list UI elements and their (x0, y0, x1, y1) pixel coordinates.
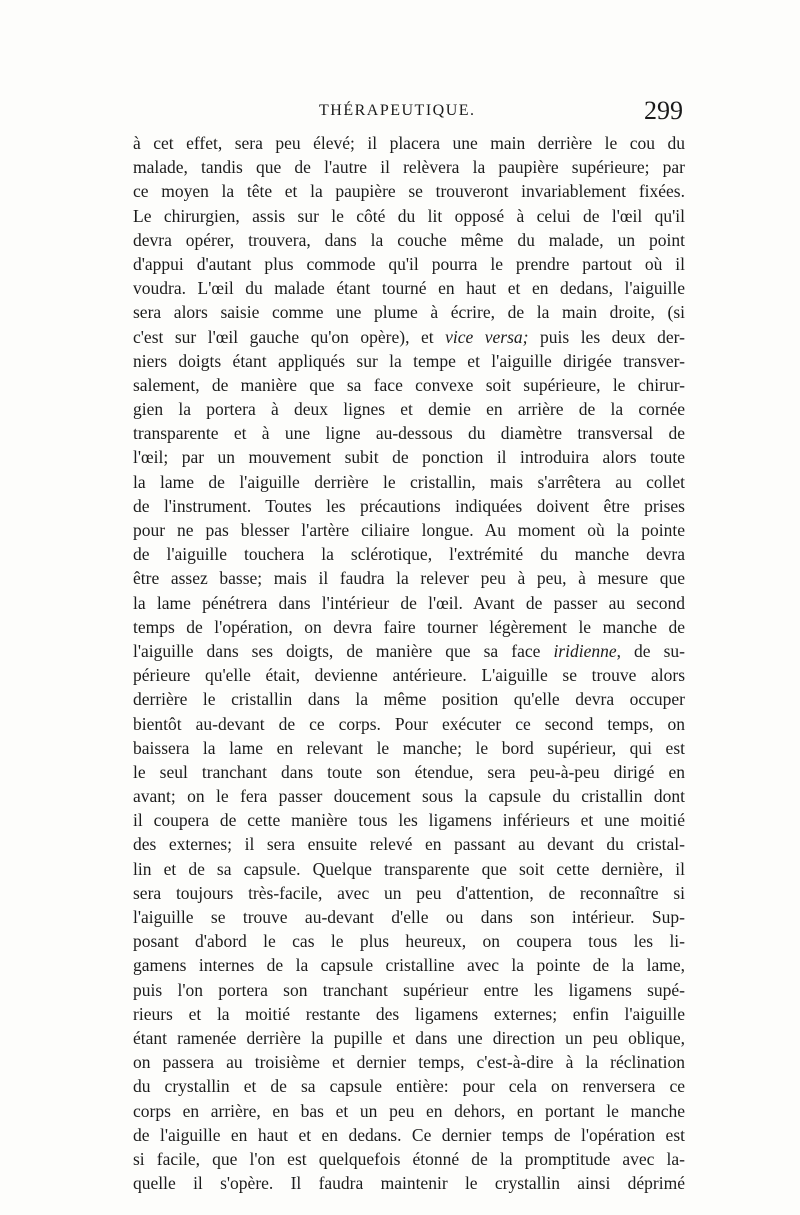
text-line: si facile, que l'on est quelquefois étonné de la promptitude avec la- (133, 1148, 685, 1169)
text-line (133, 325, 685, 349)
text-line: des externes; il sera ensuite relevé en passant au devant du cristal- (133, 834, 685, 855)
text-line: ce moyen la tête et la paupière se trouveront invariablement fixées. (133, 181, 685, 202)
text-line: on passera au troisième et dernier temps, c'est-à-dire à la réclination (133, 1052, 685, 1073)
page-number: 299 (644, 96, 683, 125)
text-line: l'œil; par un mouvement subit de ponction il introduira alors toute (133, 447, 685, 468)
text-line: gien la portera à deux lignes et demie en arrière de la cornée (133, 399, 685, 420)
text-line: salement, de manière que sa face convexe soit supérieure, le chirur- (133, 374, 685, 395)
text-line: temps de l'opération, on devra faire tourner légèrement le manche de (133, 616, 685, 637)
text-line: Le chirurgien, assis sur le côté du lit opposé à celui de l'œil qu'il (133, 205, 685, 226)
text-line: derrière le cristallin dans la même position qu'elle devra occuper (133, 689, 685, 710)
text-line: avant; on le fera passer doucement sous la capsule du cristallin dont (133, 786, 685, 807)
text-line: malade, tandis que de l'autre il relèvera la paupière supérieure; par (133, 157, 685, 178)
text-line: lin et de sa capsule. Quelque transparente que soit cette dernière, il (133, 858, 685, 879)
text-line: transparente et à une ligne au-dessous du diamètre transversal de (133, 423, 685, 444)
text-line: corps en arrière, en bas et un peu en dehors, en portant le manche (133, 1100, 685, 1121)
text-line (133, 639, 685, 663)
italic-text: iridienne (553, 640, 617, 661)
italic-text: vice versa; (445, 326, 529, 347)
text-line: posant d'abord le cas le plus heureux, on coupera tous les li- (133, 931, 685, 952)
text-line: périeure qu'elle était, devienne antérieure. L'aiguille se trouve alors (133, 665, 685, 686)
text-line: de l'aiguille touchera la sclérotique, l'extrémité du manche devra (133, 544, 685, 565)
text-line: quelle il s'opère. Il faudra maintenir le crystallin ainsi déprimé (133, 1173, 685, 1194)
text-line: l'aiguille se trouve au-devant d'elle ou dans son intérieur. Sup- (133, 907, 685, 927)
text-line: rieurs et la moitié restante des ligamens externes; enfin l'aiguille (133, 1003, 685, 1024)
text-line: le seul tranchant dans toute son étendue, sera peu-à-peu dirigé en (133, 761, 685, 782)
body-text (133, 131, 685, 1195)
text-line: baissera la lame en relevant le manche; le bord supérieur, qui est (133, 737, 685, 758)
text-segment: c'est sur l'œil gauche qu'on opère), et (133, 326, 446, 347)
text-segment: puis les deux der- (528, 326, 685, 347)
text-line: sera toujours très-facile, avec un peu d'attention, de reconnaître si (133, 882, 685, 903)
text-line: bientôt au-devant de ce corps. Pour exécuter ce second temps, on (133, 713, 685, 734)
running-title: THÉRAPEUTIQUE. (319, 102, 476, 119)
text-line: de l'instrument. Toutes les précautions indiquées doivent être prises (133, 495, 685, 516)
text-line: sera alors saisie comme une plume à écrire, de la main droite, (si (133, 302, 685, 323)
text-line: devra opérer, trouvera, dans la couche même du malade, un point (133, 229, 685, 250)
text-line: pour ne pas blesser l'artère ciliaire longue. Au moment où la pointe (133, 520, 685, 540)
text-line: voudra. L'œil du malade étant tourné en haut et en dedans, l'aiguille (133, 278, 685, 299)
text-line: de l'aiguille en haut et en dedans. Ce dernier temps de l'opération est (133, 1124, 685, 1145)
text-line: niers doigts étant appliqués sur la tempe et l'aiguille dirigée transver- (133, 350, 685, 371)
text-line: il coupera de cette manière tous les ligamens inférieurs et une moitié (133, 810, 685, 831)
text-line: être assez basse; mais il faudra la relever peu à peu, à mesure que (133, 568, 685, 589)
text-segment: , de su- (616, 640, 686, 661)
text-line: puis l'on portera son tranchant supérieur entre les ligamens supé- (133, 979, 685, 1000)
text-line: étant ramenée derrière la pupille et dans une direction un peu oblique, (133, 1027, 685, 1048)
running-head (133, 96, 683, 130)
text-line: du crystallin et de sa capsule entière: pour cela on renversera ce (133, 1076, 685, 1097)
text-segment: l'aiguille dans ses doigts, de manière que sa face (133, 640, 554, 661)
text-line: la lame pénétrera dans l'intérieur de l'œil. Avant de passer au second (133, 592, 685, 613)
text-line: la lame de l'aiguille derrière le cristallin, mais s'arrêtera au collet (133, 471, 685, 492)
text-line: gamens internes de la capsule cristalline avec la pointe de la lame, (133, 955, 685, 976)
text-line: à cet effet, sera peu élevé; il placera une main derrière le cou du (133, 133, 685, 153)
text-line: d'appui d'autant plus commode qu'il pourra le prendre partout où il (133, 253, 685, 274)
